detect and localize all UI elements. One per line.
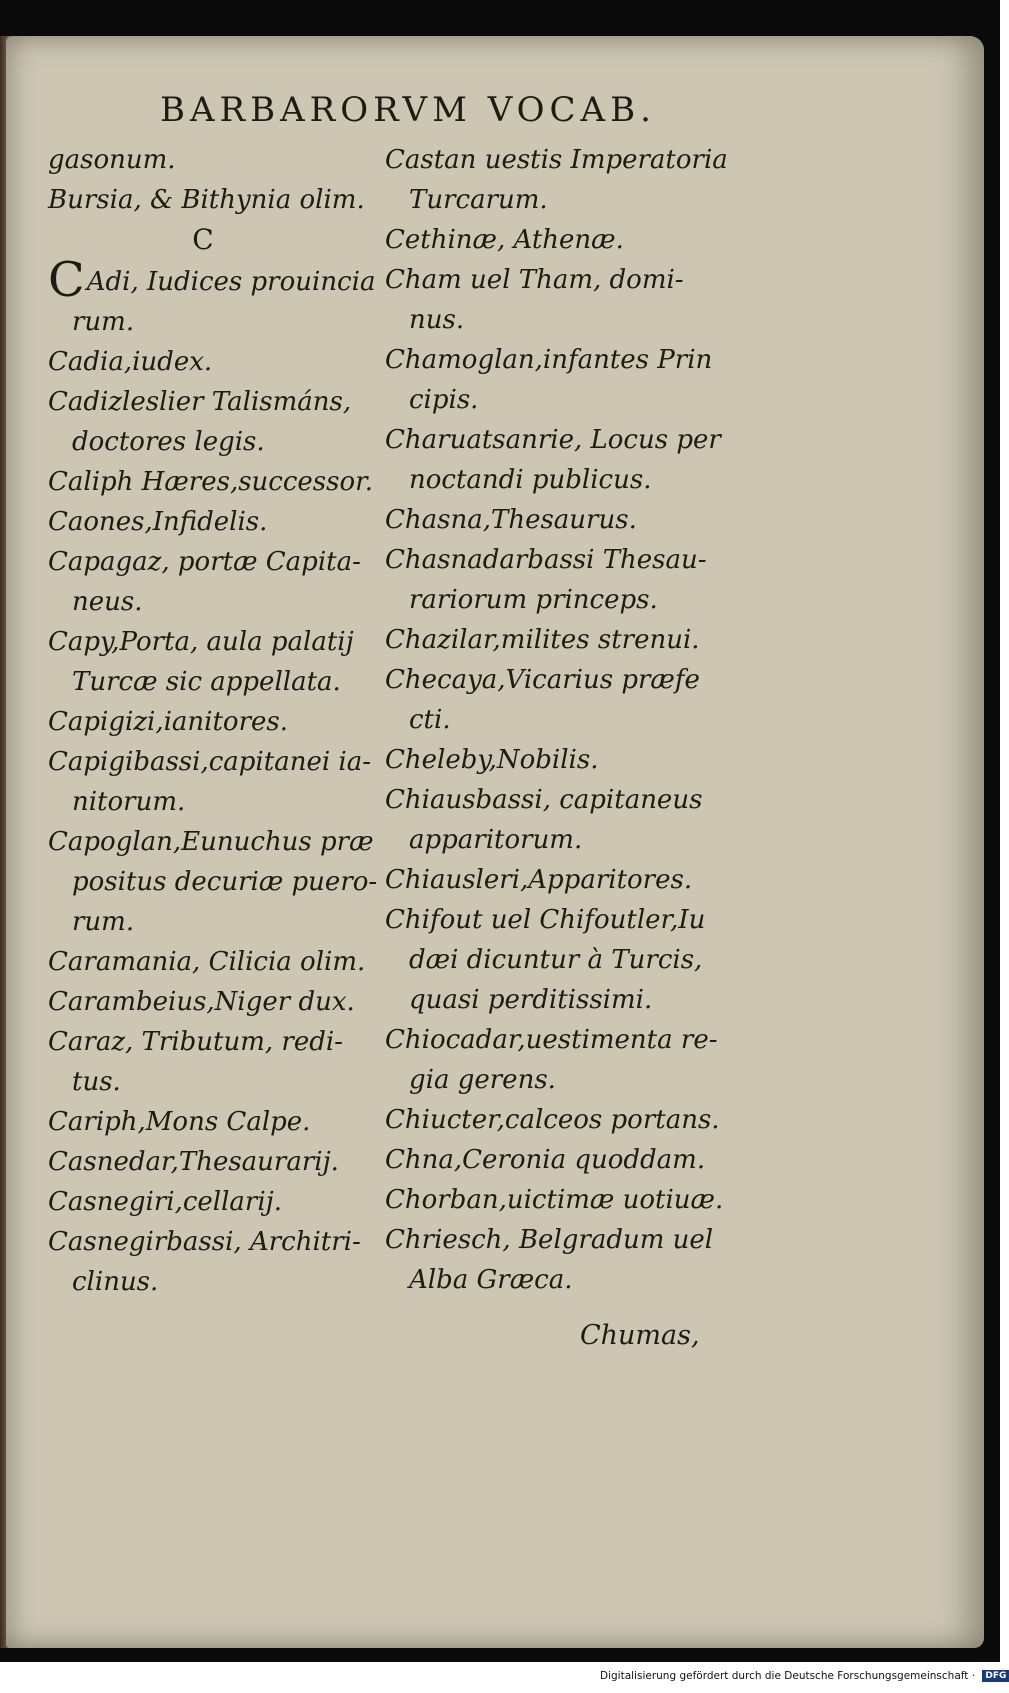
drop-initial: C	[48, 252, 85, 308]
entry-line: rum.	[72, 907, 135, 937]
entry-line: Capoglan,Eunuchus præ	[48, 827, 374, 857]
entry-line: gia gerens.	[409, 1065, 556, 1095]
entry-line: clinus.	[72, 1267, 159, 1297]
entry-line: dæi dicuntur à Turcis,	[409, 945, 703, 975]
entry-line: Caramania, Cilicia olim.	[48, 947, 366, 977]
entry-line: Carambeius,Niger dux.	[48, 987, 355, 1017]
footer-text: Digitalisierung gefördert durch die Deutsche Forschungsgemeinschaft ·	[600, 1670, 976, 1682]
entry-line: Chasna,Thesaurus.	[385, 505, 637, 535]
entry-line: Cariph,Mons Calpe.	[48, 1107, 311, 1137]
entry-line: Chiausleri,Apparitores.	[385, 865, 693, 895]
entry-line: rariorum princeps.	[409, 585, 658, 615]
dictionary-entry	[48, 180, 378, 220]
dfg-logo: DFG	[982, 1670, 1009, 1682]
dictionary-entry	[385, 1220, 715, 1300]
dictionary-entry	[48, 702, 378, 742]
entry-line: Caones,Infidelis.	[48, 507, 268, 537]
dictionary-entry	[48, 462, 378, 502]
entry-text: Adi, Iudices prouincia	[86, 267, 376, 297]
entry-line: Chriesch, Belgradum uel	[385, 1225, 714, 1255]
dictionary-entry	[48, 1222, 378, 1302]
entry-line: Alba Græca.	[409, 1265, 573, 1295]
entry-line: gasonum.	[48, 145, 176, 175]
entry-line: quasi perditissimi.	[409, 985, 653, 1015]
dictionary-entry	[385, 220, 715, 260]
dictionary-entry	[385, 1020, 718, 1100]
dictionary-entry	[385, 420, 721, 500]
dictionary-entry	[385, 860, 715, 900]
entry-line: Chiocadar,uestimenta re-	[385, 1025, 718, 1055]
dictionary-entry	[385, 740, 715, 780]
entry-line: Cham uel Tham, domi-	[385, 265, 684, 295]
entry-line: Chiucter,calceos portans.	[385, 1105, 720, 1135]
digitization-footer	[600, 1670, 1007, 1682]
entry-line: Turcæ sic appellata.	[72, 667, 341, 697]
dictionary-entry	[48, 982, 378, 1022]
dictionary-entry	[48, 542, 378, 622]
entry-line: Caliph Hæres,successor.	[48, 467, 373, 497]
entry-line: Capy,Porta, aula palatij	[48, 627, 354, 657]
dictionary-entry	[385, 1100, 720, 1140]
dictionary-entry	[385, 660, 715, 740]
entry-line: tus.	[72, 1067, 121, 1097]
entry-line: apparitorum.	[409, 825, 583, 855]
dictionary-entry	[385, 1140, 715, 1180]
right-column	[385, 140, 728, 1300]
running-head: BARBARORVM VOCAB.	[160, 90, 656, 130]
dictionary-entry	[385, 900, 715, 1020]
entry-line: Cethinæ, Athenæ.	[385, 225, 624, 255]
entry-line: cti.	[409, 705, 451, 735]
entry-line: Chna,Ceronia quoddam.	[385, 1145, 706, 1175]
dictionary-entry	[385, 540, 715, 620]
entry-line: Capagaz, portæ Capita-	[48, 547, 361, 577]
entry-line: Casnegirbassi, Architri-	[48, 1227, 361, 1257]
entry-line: cipis.	[409, 385, 479, 415]
entry-line: Chiausbassi, capitaneus	[385, 785, 703, 815]
entry-line: noctandi publicus.	[409, 465, 652, 495]
entry-line: Chasnadarbassi Thesau-	[385, 545, 707, 575]
dictionary-entry	[48, 1102, 378, 1142]
entry-line: nus.	[409, 305, 465, 335]
entry-line: Cadia,iudex.	[48, 347, 213, 377]
entry-line: Charuatsanrie, Locus per	[385, 425, 721, 455]
dictionary-entry	[385, 620, 715, 660]
entry-line: Capigibassi,capitanei ia-	[48, 747, 372, 777]
dictionary-entry	[385, 260, 715, 340]
entry-line: neus.	[72, 587, 143, 617]
entry-line: Checaya,Vicarius præfe	[385, 665, 700, 695]
dictionary-entry	[385, 780, 715, 860]
entry-line: positus decuriæ puero-	[72, 867, 378, 897]
dictionary-entry	[48, 382, 378, 462]
dictionary-entry	[48, 822, 378, 942]
entry-line: Bursia, & Bithynia olim.	[48, 185, 365, 215]
entry-line: Chifout uel Chifoutler,Iu	[385, 905, 706, 935]
dictionary-entry	[48, 742, 378, 822]
dictionary-entry	[48, 622, 378, 702]
entry-line: Capigizi,ianitores.	[48, 707, 288, 737]
entry-line: rum.	[72, 307, 135, 337]
left-column	[48, 140, 378, 1302]
entry-line: Chazilar,milites strenui.	[385, 625, 700, 655]
entry-line: Casnegiri,cellarij.	[48, 1187, 282, 1217]
dictionary-entry	[48, 140, 378, 180]
dictionary-entry	[385, 340, 715, 420]
catchword: Chumas,	[580, 1320, 700, 1351]
dictionary-entry	[48, 342, 378, 382]
entry-line: doctores legis.	[72, 427, 265, 457]
dictionary-entry	[385, 1180, 724, 1220]
entry-line: Castan uestis Imperatoria	[385, 145, 728, 175]
dictionary-entry	[385, 140, 728, 220]
dictionary-entry	[48, 220, 378, 260]
entry-line: Cadizleslier Talismáns,	[48, 387, 352, 417]
dictionary-entry	[48, 1182, 378, 1222]
entry-line: nitorum.	[72, 787, 186, 817]
entry-line: Chamoglan,infantes Prin	[385, 345, 713, 375]
dictionary-entry	[385, 500, 715, 540]
dictionary-entry	[48, 252, 378, 342]
dictionary-entry	[48, 1022, 378, 1102]
entry-line: Cheleby,Nobilis.	[385, 745, 599, 775]
entry-line: Casnedar,Thesaurarij.	[48, 1147, 339, 1177]
dictionary-entry	[48, 942, 378, 982]
dictionary-entry	[48, 1142, 378, 1182]
dictionary-entry	[48, 502, 378, 542]
entry-line: Caraz, Tributum, redi-	[48, 1027, 343, 1057]
entry-line: Chorban,uictimæ uotiuæ.	[385, 1185, 724, 1215]
entry-line	[48, 252, 378, 308]
section-letter: C	[192, 223, 214, 256]
entry-line: Turcarum.	[409, 185, 548, 215]
